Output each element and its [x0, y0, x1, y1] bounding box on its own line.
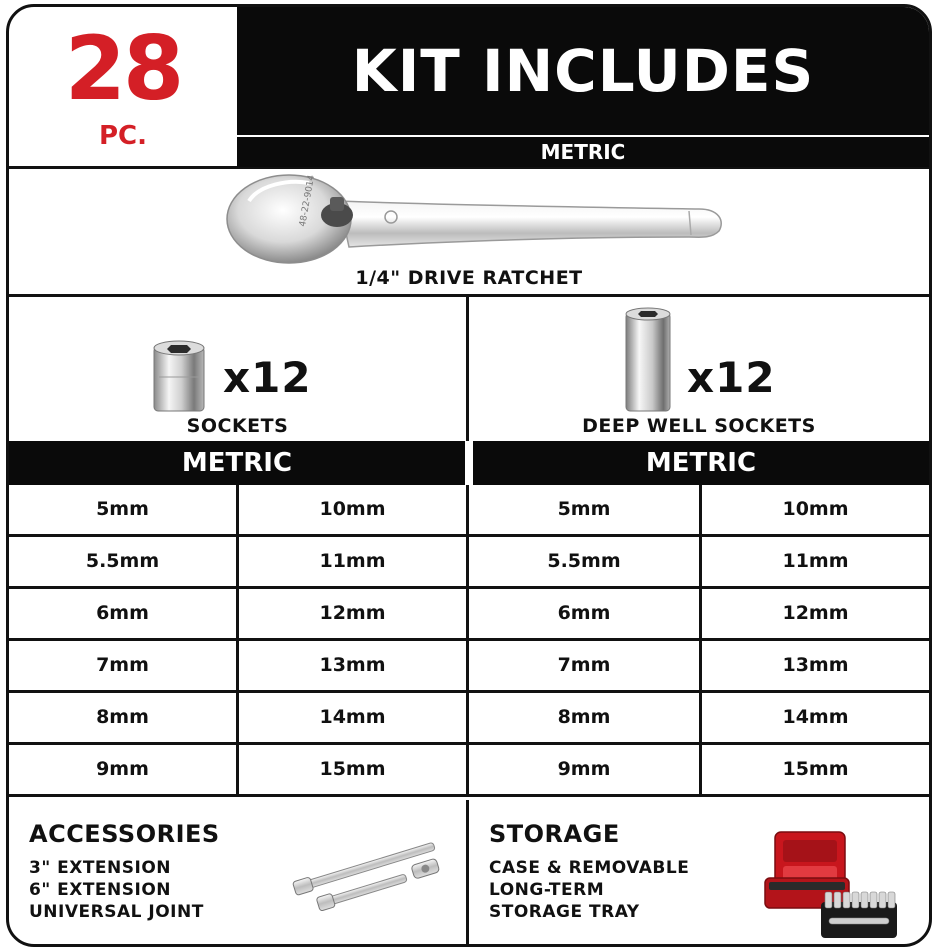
storage-item: CASE & REMOVABLE	[489, 858, 690, 878]
table-cell: 8mm	[469, 693, 702, 742]
table-cell: 13mm	[782, 654, 849, 676]
table-cell: 9mm	[469, 745, 702, 794]
table-cell: 8mm	[9, 693, 239, 742]
storage-title: STORAGE	[489, 820, 620, 848]
piece-count	[9, 7, 237, 167]
page-subtitle: METRIC	[237, 135, 929, 167]
svg-text:48-22-9014: 48-22-9014	[298, 174, 318, 228]
table-cell: 15mm	[239, 745, 469, 794]
table-cell: 14mm	[239, 693, 469, 742]
sockets-section	[9, 297, 929, 441]
table-cell: 6mm	[469, 589, 702, 638]
deep-sockets-panel	[469, 297, 929, 441]
table-cell: 5.5mm	[9, 537, 239, 586]
bottom-section	[9, 800, 929, 947]
table-cell: 6mm	[9, 589, 239, 638]
table-cell: 12mm	[782, 602, 849, 624]
table-row	[9, 693, 929, 745]
storage-item: STORAGE TRAY	[489, 902, 640, 922]
kit-card	[6, 4, 932, 947]
storage-case-icon	[761, 826, 899, 942]
table-cell: 11mm	[782, 550, 849, 572]
storage-item: LONG-TERM	[489, 880, 605, 900]
table-cell: 15mm	[782, 758, 849, 780]
deep-socket-quantity: x12	[687, 353, 776, 402]
table-row	[9, 537, 929, 589]
accessories-title: ACCESSORIES	[29, 820, 220, 848]
table-row	[9, 745, 929, 797]
piece-count-number: 28	[64, 17, 182, 120]
accessory-item: UNIVERSAL JOINT	[29, 902, 204, 922]
extensions-icon	[285, 834, 457, 924]
table-cell: 5mm	[9, 485, 239, 534]
header	[9, 7, 929, 169]
table-row	[9, 485, 929, 537]
storage-panel	[469, 800, 929, 947]
deep-socket-name: DEEP WELL SOCKETS	[582, 415, 816, 437]
table-cell: 14mm	[782, 706, 849, 728]
table-cell: 11mm	[239, 537, 469, 586]
socket-icon	[151, 339, 207, 415]
table-row	[9, 641, 929, 693]
table-cell: 13mm	[239, 641, 469, 690]
accessories-panel	[9, 800, 469, 947]
right-table-header: METRIC	[473, 441, 929, 485]
table-cell: 10mm	[239, 485, 469, 534]
table-cell: 10mm	[782, 498, 849, 520]
socket-quantity: x12	[223, 353, 312, 402]
table-cell: 9mm	[9, 745, 239, 794]
piece-count-unit: PC.	[98, 121, 147, 151]
left-table-header: METRIC	[9, 441, 465, 485]
deep-socket-icon	[623, 305, 673, 415]
ratchet-icon	[219, 171, 729, 267]
socket-name: SOCKETS	[186, 415, 289, 437]
table-cell: 12mm	[239, 589, 469, 638]
standard-sockets-panel	[9, 297, 469, 441]
ratchet-label: 1/4" DRIVE RATCHET	[355, 267, 583, 289]
table-cell: 7mm	[469, 641, 702, 690]
table-cell: 5mm	[469, 485, 702, 534]
accessory-item: 3" EXTENSION	[29, 858, 172, 878]
table-row	[9, 589, 929, 641]
accessory-item: 6" EXTENSION	[29, 880, 172, 900]
page-title: KIT INCLUDES	[237, 7, 929, 135]
table-cell: 5.5mm	[469, 537, 702, 586]
table-cell: 7mm	[9, 641, 239, 690]
ratchet-section	[9, 169, 929, 297]
